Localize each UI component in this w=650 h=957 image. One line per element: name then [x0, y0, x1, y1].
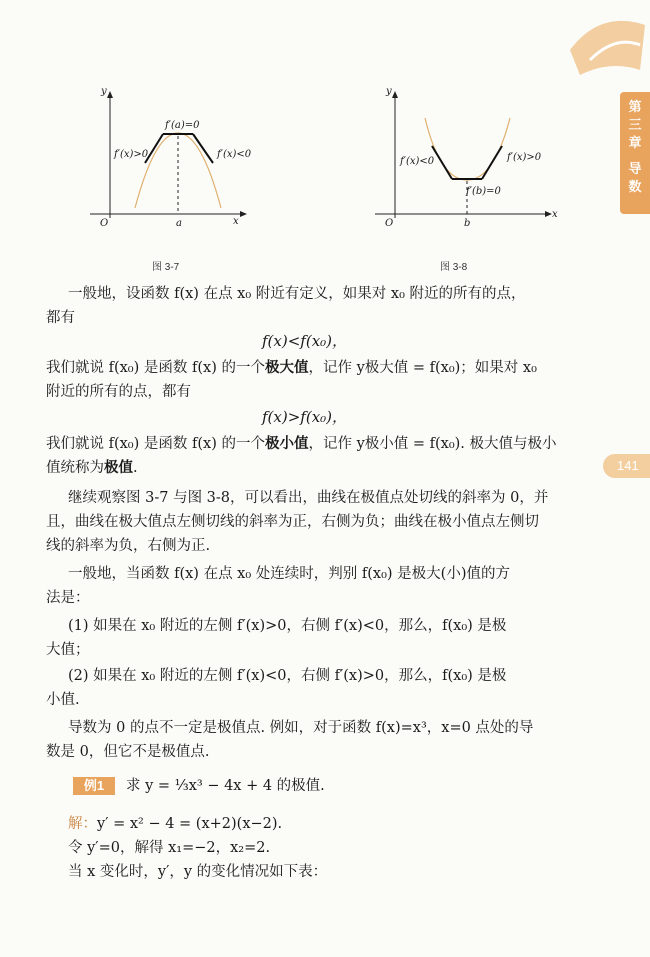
- solution-line-2: 令 y′=0，解得 x₁=−2，x₂=2.: [68, 840, 271, 856]
- para-6-line-2: 大值；: [46, 642, 90, 658]
- fig2-origin: O: [385, 218, 394, 229]
- fig1-label-top: f′(a)=0: [165, 120, 200, 131]
- example-label: 例1: [73, 777, 115, 795]
- figure-3-7: [85, 88, 255, 238]
- para-8-line-2: 数是 0，但它不是极值点.: [46, 744, 210, 760]
- fig2-label-right: f′(x)>0: [507, 152, 542, 163]
- para-4-line-3: 线的斜率为负，右侧为正.: [46, 538, 211, 554]
- example-text: 求 y = ⅓x³ − 4x + 4 的极值.: [126, 778, 325, 794]
- fig2-x-label: x: [552, 209, 558, 220]
- figure-3-8: [370, 88, 560, 238]
- para-3-line-1: 我们就说 f(x₀) 是函数 f(x) 的一个极小值，记作 y极小值 = f(x₀). 极大值与极小: [46, 435, 557, 452]
- tab-char: 第: [628, 99, 642, 114]
- para-4-line-2: 且，曲线在极大值点左侧切线的斜率为正，右侧为负；曲线在极小值点左侧切: [46, 514, 539, 530]
- equation-max: f(x)<f(x₀)，: [262, 332, 348, 350]
- para-2-line-2: 附近的所有的点，都有: [46, 384, 191, 400]
- corner-decoration: [560, 0, 650, 90]
- para-7-line-1: (2) 如果在 x₀ 附近的左侧 f′(x)<0，右侧 f′(x)>0，那么，f(x₀) 是极: [68, 668, 507, 684]
- para-5-line-1: 一般地，当函数 f(x) 在点 x₀ 处连续时，判别 f(x₀) 是极大(小)值的方: [68, 566, 510, 582]
- fig2-caption: 图 3-8: [440, 262, 468, 273]
- equation-min: f(x)>f(x₀)，: [262, 408, 348, 426]
- fig1-a-mark: a: [176, 218, 182, 229]
- fig1-caption: 图 3-7: [152, 262, 180, 273]
- fig2-b-mark: b: [464, 218, 471, 229]
- fig1-x-label: x: [233, 216, 239, 227]
- tab-char: 章: [628, 135, 642, 150]
- para-5-line-2: 法是：: [46, 590, 90, 606]
- tab-char: 三: [628, 117, 642, 132]
- para-1-line-2: 都有: [46, 310, 75, 326]
- para-8-line-1: 导数为 0 的点不一定是极值点. 例如，对于函数 f(x)=x³，x=0 点处的导: [68, 720, 534, 736]
- tab-char: 导: [628, 161, 642, 176]
- fig2-label-bottom: f′(b)=0: [466, 186, 501, 197]
- para-6-line-1: (1) 如果在 x₀ 附近的左侧 f′(x)>0，右侧 f′(x)<0，那么，f(x₀) 是极: [68, 618, 507, 634]
- chapter-side-tab: [620, 92, 650, 214]
- fig1-label-left: f′(x)>0: [114, 149, 149, 160]
- fig1-origin: O: [100, 218, 109, 229]
- para-3-line-2: 值统称为极值.: [46, 459, 138, 476]
- fig1-y-label: y: [101, 86, 107, 97]
- page-number: 141: [603, 454, 650, 478]
- tab-char: 数: [628, 179, 642, 194]
- solution-line-1: 解：y′ = x² − 4 = (x+2)(x−2).: [68, 816, 283, 832]
- para-1-line-1: 一般地，设函数 f(x) 在点 x₀ 附近有定义，如果对 x₀ 附近的所有的点，: [68, 286, 526, 302]
- para-2-line-1: 我们就说 f(x₀) 是函数 f(x) 的一个极大值，记作 y极大值 = f(x₀)；如果对 x₀: [46, 359, 537, 376]
- fig1-label-right: f′(x)<0: [217, 149, 252, 160]
- fig2-label-left: f′(x)<0: [400, 156, 435, 167]
- para-4-line-1: 继续观察图 3-7 与图 3-8，可以看出，曲线在极值点处切线的斜率为 0，并: [68, 490, 549, 506]
- fig2-y-label: y: [386, 86, 392, 97]
- para-7-line-2: 小值.: [46, 692, 80, 708]
- solution-line-3: 当 x 变化时，y′，y 的变化情况如下表：: [68, 864, 328, 880]
